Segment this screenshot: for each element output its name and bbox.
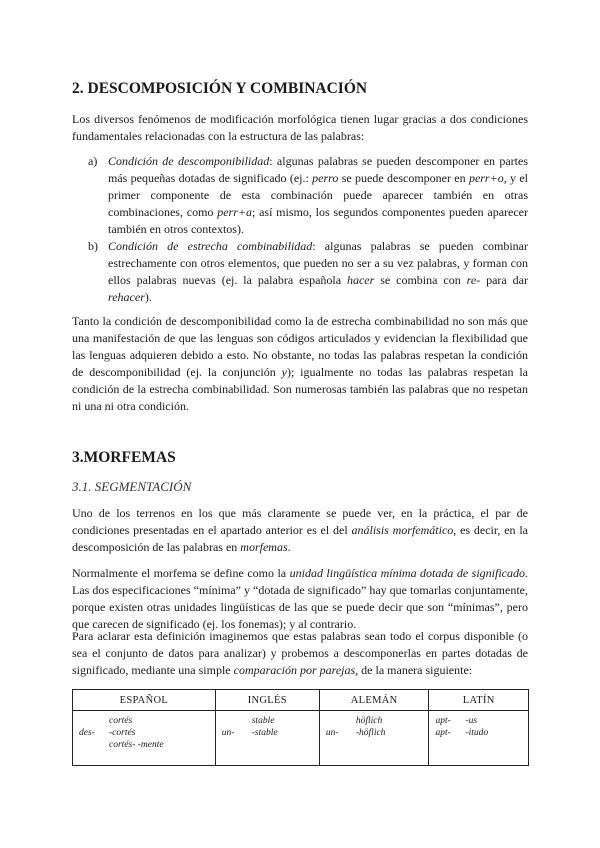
word-segment: cortés- -mente bbox=[109, 740, 164, 750]
word-segment: apt- -itudo bbox=[435, 728, 489, 738]
segmentation-paragraph-3: Para aclarar esta definición imaginemos que estas palabras sean todo el corpus disponible (o sea el conjunto de datos para analizar) y probemos a descomponerlas en partes dotadas de significado, mediante una simple comparación por parejas, de la manera siguiente: bbox=[72, 629, 528, 677]
table-cell bbox=[215, 711, 319, 766]
table-cell bbox=[319, 711, 429, 766]
term: Condición de estrecha combinabilidad bbox=[108, 239, 313, 253]
column-header: INGLÉS bbox=[215, 690, 319, 711]
list-marker: b) bbox=[88, 239, 98, 253]
word-segment: des- -cortés bbox=[79, 728, 136, 738]
word-segment: stable bbox=[251, 716, 275, 726]
section-2-title: 2. DESCOMPOSICIÓN Y COMBINACIÓN bbox=[72, 80, 368, 97]
table-cell bbox=[429, 711, 529, 766]
word-segment: un- -stable bbox=[221, 728, 278, 738]
word-segment: apt- -us bbox=[435, 716, 478, 726]
table-header-row bbox=[73, 690, 529, 711]
comparison-table bbox=[72, 689, 529, 766]
term: Condición de descomponibilidad bbox=[108, 154, 270, 168]
section-3-1-subtitle: 3.1. SEGMENTACIÓN bbox=[72, 479, 192, 494]
word-segment: cortés bbox=[109, 716, 133, 726]
segmentation-paragraph-2: Normalmente el morfema se define como la unidad lingüística mínima dotada de significado. Las dos especificaciones “mínima” y “dotada de significado” hay que tomarlas conjuntamente, porque existen otras unidades lingüísticas de las que se puede decir que son “mínimas”, pero que carecen de significado (ej. los fonemas); y al contrario. bbox=[72, 566, 528, 631]
table-cell bbox=[73, 711, 216, 766]
segmentation-paragraph-1: Uno de los terrenos en los que más claramente se puede ver, en la práctica, el par de condiciones presentadas en el apartado anterior es el del análisis morfemático, es decir, en la descomposición de las palabras en morfemas. bbox=[72, 506, 529, 554]
section-2-intro: Los diversos fenómenos de modificación morfológica tienen lugar gracias a dos condiciones fundamentales relacionadas con la estructura de las palabras: bbox=[72, 112, 528, 143]
section-2-paragraph: Tanto la condición de descomponibilidad como la de estrecha combinabilidad no son más que una manifestación de que las lenguas son códigos articulados y evidencian la flexibilidad que las lenguas adquieren debido a esto. No obstante, no todas las palabras respetan la condición de descomponibilidad (ej. la conjunción y); igualmente no todas las palabras respetan la condición de la estrecha combinabilidad. Son numerosas también las palabras que no respetan ni una ni otra condición. bbox=[72, 314, 529, 413]
section-3-title: 3.MORFEMAS bbox=[72, 449, 176, 466]
list-marker: a) bbox=[88, 154, 98, 168]
column-header: ESPAÑOL bbox=[73, 690, 216, 711]
table-row bbox=[73, 711, 529, 766]
conditions-list bbox=[88, 153, 528, 306]
list-item: a) Condición de descomponibilidad: algunas palabras se pueden descomponer en partes más pequeñas dotadas de significado (ej.: perro se puede descomponer en perr+o, y el primer componente de esta combinación puede aparecer también en otras combinaciones, como perr+a; así mismo, los segundos componentes pueden aparecer también en otros contextos). bbox=[88, 154, 528, 236]
list-item: b) Condición de estrecha combinabilidad: algunas palabras se pueden combinar estrechamente con otros elementos, que pueden no ser a su vez palabras, y forman con ellos palabras nuevas (ej. la palabra española hacer se combina con re- para dar rehacer). bbox=[88, 239, 528, 304]
column-header: LATÍN bbox=[429, 690, 529, 711]
word-segment: höflich bbox=[355, 716, 383, 726]
column-header: ALEMÁN bbox=[319, 690, 429, 711]
word-segment: un- -höflich bbox=[325, 728, 386, 738]
